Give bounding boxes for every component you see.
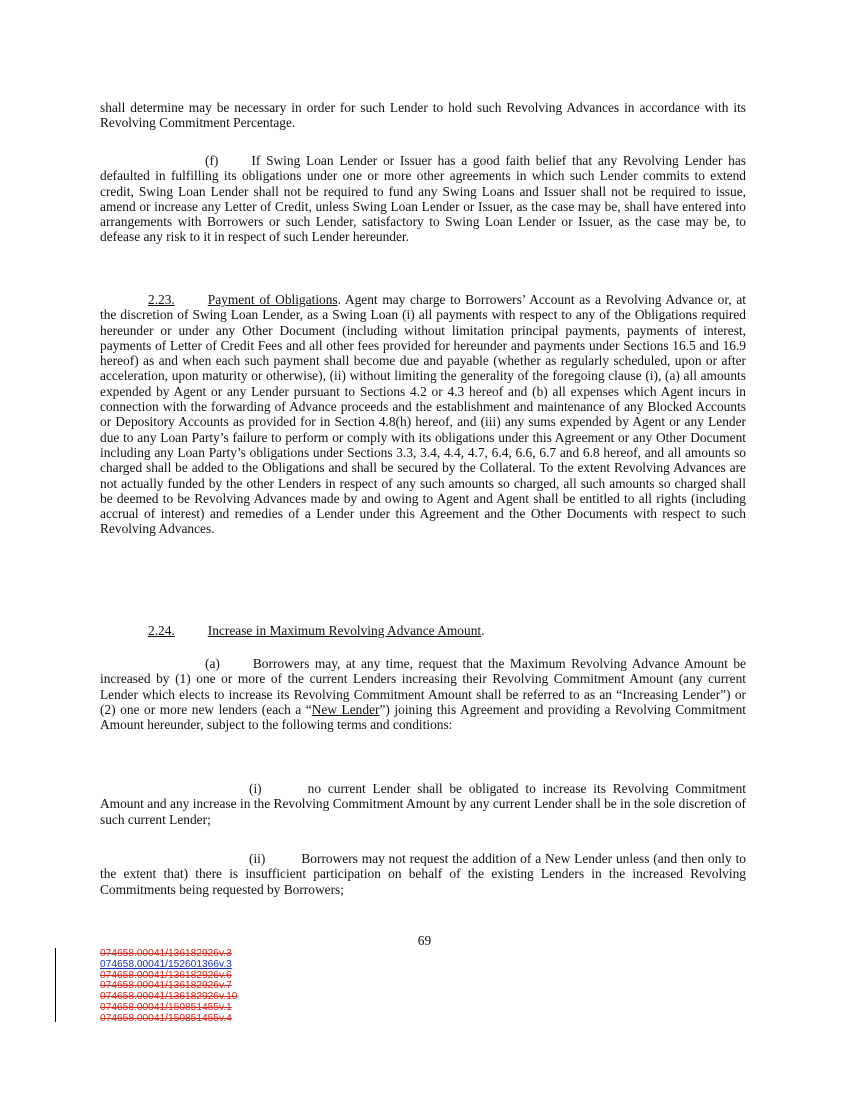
clause-text-i: no current Lender shall be obligated to increase its Revolving Commitment Amount and any increase in the Revolving Commitment Amount by any current Lender shall be in the sole discretion of such current Lender; [100,781,746,827]
clause-text-a-after: ”) joining this Agreement and providing a Revolving Commitment Amount hereunder, subject to the following terms and conditions: [100,701,746,733]
section-heading-increase-max-revolving: Increase in Maximum Revolving Advance Amount [207,623,482,638]
section-heading-period: . [481,623,485,638]
clause-label-a: (a) [205,656,220,671]
paragraph-f [100,153,746,245]
section-2-24 [100,623,746,638]
doc-id-deleted: 074658.00041/136182926v.7 [100,980,232,992]
clause-text-f: If Swing Loan Lender or Issuer has a good faith belief that any Revolving Lender has defaulted in fulfilling its obligations under one or more other agreements in which such Lender commits to extend credit, Swing Loan Lender shall not be required to fund any Swing Loans and Issuer shall not be required to issue, amend or increase any Letter of Credit, unless Swing Loan Lender or Issuer, as the case may be, shall have entered into arrangements with Borrowers or such Lender, satisfactory to Swing Loan Lender or Issuer, as the case may be, to defease any risk to it in respect of such Lender hereunder. [100,153,746,245]
defined-term-new-lender: New Lender [311,701,380,717]
clause-text-ii: Borrowers may not request the addition of a New Lender unless (and then only to the extent that) there is insufficient participation on behalf of the existing Lenders in the increased Revolving Commitments being requested by Borrowers; [100,851,746,897]
section-heading-payment-of-obligations: Payment of Obligations [207,292,338,307]
paragraph-continuation: shall determine may be necessary in order for such Lender to hold such Revolving Advances in accordance with its Revolving Commitment Percentage. [100,100,746,131]
clause-text-a-before: Borrowers may, at any time, request that the Maximum Revolving Advance Amount be increased by (1) one or more of the current Lenders increasing their Revolving Commitment Amount (any current Lender which elects to increase its Revolving Commitment Amount shall be referred to as an “Increasing Lender”) or (2) one or more new lenders (each a “ [100,656,746,717]
doc-id-deleted: 074658.00041/136182926v.3 [100,948,232,959]
doc-id-deleted: 074658.00041/136182926v.10 [100,991,238,1003]
doc-id-current: 074658.00041/152601366v.3 [100,958,232,970]
section-number-2-23: 2.23. [148,292,175,307]
paragraph-ii [100,851,746,897]
section-number-2-24: 2.24. [148,623,175,638]
page-number: 69 [417,933,432,948]
section-text-2-23: . Agent may charge to Borrowers’ Account as a Revolving Advance or, at the discretion of Swing Loan Lender, as a Swing Loan (i) all payments with respect to any of the Obligations required hereunder or under any Other Document (including without limitation principal payments, payments of interest, payments of Letter of Credit Fees and all other fees provided for hereunder and payments under Sections 16.5 and 16.9 hereof) as and when each such payment shall become due and payable (whether as regularly scheduled, upon or after acceleration, upon maturity or otherwise), (ii) without limiting the generality of the foregoing clause (i), (a) all amounts expended by Agent or any Lender pursuant to Sections 4.2 or 4.3 hereof and (b) all expenses which Agent incurs in connection with the forwarding of Advance proceeds and the establishment and maintenance of any Blocked Accounts or Depository Accounts as provided for in Section 4.8(h) hereof, and (iii) any sums expended by Agent or any Lender due to any Loan Party’s failure to perform or comply with its obligations under this Agreement or any Other Document including any Loan Party’s obligations under Sections 3.3, 3.4, 4.4, 4.7, 6.4, 6.6, 6.7 and 6.8 hereof, and all amounts so charged shall be added to the Obligations and shall be secured by the Collateral. To the extent Revolving Advances are not actually funded by the other Lenders in respect of any such amounts so charged, all such amounts so charged shall be deemed to be Revolving Advances made by and owing to Agent and Agent shall be entitled to all rights (including accrual of interest) and remedies of a Lender under this Agreement and the Other Documents with respect to such Revolving Advances. [100,292,746,537]
section-2-23 [100,292,746,537]
change-bar [55,948,56,1022]
document-id-list [100,949,237,1025]
clause-label-ii: (ii) [249,851,266,866]
paragraph-i [100,781,746,827]
doc-id-deleted: 074658.00041/136182926v.6 [100,969,232,981]
paragraph-a [100,656,746,732]
doc-id-deleted: 074658.00041/150851455v.1 [100,1001,232,1013]
clause-label-f: (f) [205,153,219,168]
doc-id-deleted: 074658.00041/150851455v.4 [100,1012,232,1024]
clause-label-i: (i) [249,781,262,796]
